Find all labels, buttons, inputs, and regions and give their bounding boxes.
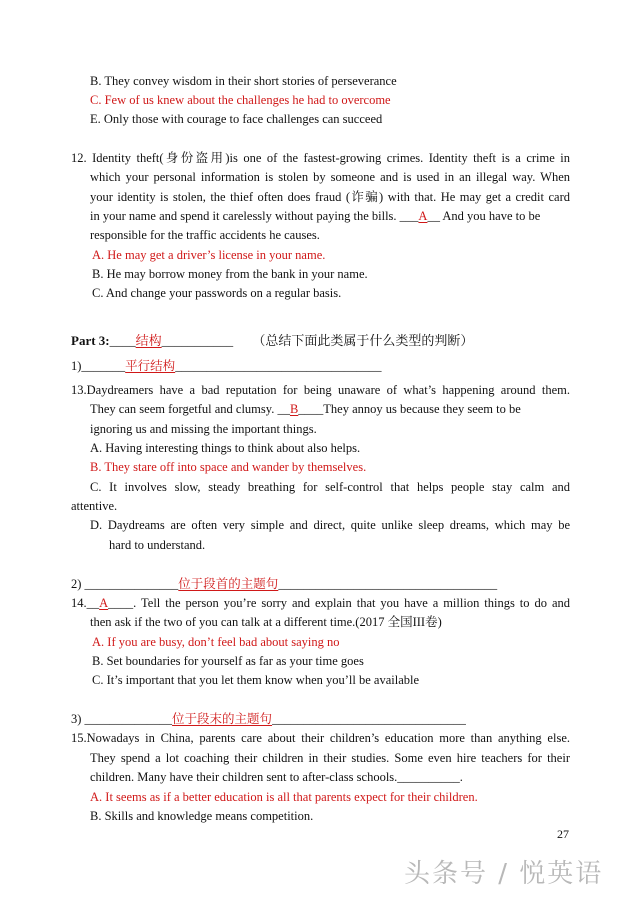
part3-note: （总结下面此类属于什么类型的判断） — [252, 333, 474, 348]
q15-option-a-answer: A. It seems as if a better education is all that parents expect for their children. — [90, 790, 478, 804]
section-3-answer: 位于段末的主题句 — [172, 712, 273, 726]
q14-option-b: B. Set boundaries for yourself as far as your time goes — [92, 654, 364, 668]
q13-option-b-answer: B. They stare off into space and wander by themselves. — [90, 460, 367, 474]
q12-line-4-tail: __ And you have to be — [427, 209, 541, 223]
part3-label: Part 3: — [71, 333, 110, 348]
q12-line-4-text: in your name and spend it carelessly without paying the bills. ___ — [90, 209, 419, 223]
section-1-blank-pre: _______ — [81, 359, 126, 373]
q12-line-1: 12. Identity theft(身份盗用)is one of the fastest-growing crimes. Identity theft is a crime in — [71, 151, 570, 165]
section-1-label: 1) — [71, 359, 82, 373]
q14-line-2: then ask if the two of you can talk at a different time.(2017 全国III卷) — [90, 615, 442, 629]
part3-answer: 结构 — [135, 333, 162, 348]
q13-line-3: ignoring us and missing the important things. — [90, 422, 317, 436]
q14-line-1-text: 14.__ — [71, 596, 100, 610]
q14-answer: A — [99, 596, 109, 610]
q12-line-5: responsible for the traffic accidents he causes. — [90, 228, 320, 242]
q15-option-b: B. Skills and knowledge means competition. — [90, 809, 314, 823]
q12-option-b: B. He may borrow money from the bank in your name. — [92, 267, 368, 281]
section-3-heading — [71, 711, 466, 727]
option-e: E. Only those with courage to face challenges can succeed — [90, 112, 383, 126]
q13-option-d-line-2: hard to understand. — [109, 538, 206, 552]
section-2-answer: 位于段首的主题句 — [178, 577, 279, 591]
q14-option-a-answer: A. If you are busy, don’t feel bad about saying no — [92, 635, 340, 649]
q13-line-2-text: They can seem forgetful and clumsy. __ — [90, 402, 290, 416]
q14-line-1-tail: ____. Tell the person you’re sorry and explain that you have a million things to do and — [108, 596, 570, 610]
q13-line-2-tail: ____They annoy us because they seem to be — [298, 402, 521, 416]
section-1-blank-post: _________________________________ — [175, 359, 382, 373]
q15-line-3: children. Many have their children sent to after-class schools.__________. — [90, 770, 463, 784]
page-number: 27 — [557, 827, 569, 841]
q12-option-a: A. He may get a driver’s license in your name. — [92, 248, 326, 262]
q14-line-1 — [71, 595, 570, 611]
q13-option-d-line-1: D. Daydreams are often very simple and direct, quite unlike sleep dreams, which may be — [90, 518, 570, 532]
part3-blank-pre: ____ — [109, 333, 136, 348]
option-b: B. They convey wisdom in their short stories of perseverance — [90, 74, 397, 88]
section-1-heading — [71, 358, 381, 374]
section-3-blank-pre: ______________ — [84, 712, 173, 726]
section-2-label: 2) — [71, 577, 82, 591]
section-1-answer: 平行结构 — [125, 359, 176, 373]
section-2-blank-pre: _______________ — [84, 577, 179, 591]
q14-option-c: C. It’s important that you let them know when you’ll be available — [92, 673, 420, 687]
q13-line-1: 13.Daydreamers have a bad reputation for being unaware of what’s happening around them. — [71, 383, 570, 397]
q15-line-1: 15.Nowadays in China, parents care about their children’s education more than anything else. — [71, 731, 570, 745]
q13-option-c-line-2: attentive. — [71, 499, 118, 513]
part3-heading — [71, 333, 473, 349]
section-2-blank-post: ___________________________________ — [278, 577, 498, 591]
q13-line-2 — [90, 401, 570, 417]
q15-line-2: They spend a lot coaching their children in their studies. Some even hire teachers for their — [90, 751, 570, 765]
q12-line-4 — [90, 208, 570, 224]
section-3-label: 3) — [71, 712, 82, 726]
section-2-heading — [71, 576, 497, 592]
q12-line-3: your identity is stolen, the thief often does fraud (诈骗) with that. He may get a credit card — [90, 190, 570, 204]
q12-line-2: which your personal information is stolen by someone and is used in an illegal way. When — [90, 170, 570, 184]
q12-answer: A — [418, 209, 428, 223]
section-3-blank-post: _______________________________ — [272, 712, 466, 726]
part3-blank-post: ___________ — [161, 333, 234, 348]
q13-option-a: A. Having interesting things to think about also helps. — [90, 441, 361, 455]
option-c-answer: C. Few of us knew about the challenges he had to overcome — [90, 93, 391, 107]
watermark: 头条号 / 悦英语 — [404, 859, 604, 889]
q13-option-c-line-1: C. It involves slow, steady breathing for self-control that helps people stay calm and — [90, 480, 570, 494]
q13-answer: B — [289, 402, 299, 416]
q12-option-c: C. And change your passwords on a regular basis. — [92, 286, 342, 300]
